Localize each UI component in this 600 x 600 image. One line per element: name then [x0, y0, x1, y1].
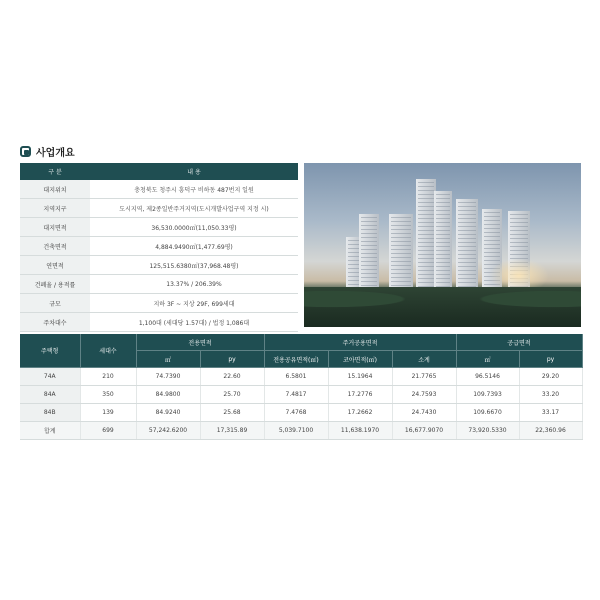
cell-supply-m2: 109.7393	[456, 386, 519, 404]
unit-area-table	[20, 334, 583, 440]
table-row	[20, 256, 298, 275]
header-supply-m2: ㎡	[456, 351, 519, 368]
cell-subtotal: 24.7430	[392, 404, 456, 422]
cell-units: 699	[80, 422, 136, 440]
project-overview-table	[20, 163, 298, 332]
building	[456, 199, 478, 299]
header-core-area: 코아면적(㎡)	[328, 351, 392, 368]
cell-subtotal: 21.7765	[392, 368, 456, 386]
table-row	[20, 294, 298, 313]
row-value: 4,884.9490㎡(1,477.69평)	[90, 237, 298, 256]
header-supply-area: 공급면적	[456, 334, 582, 351]
row-label: 건폐율 / 용적률	[20, 275, 90, 294]
cell-core-area: 17.2662	[328, 404, 392, 422]
cell-supply-m2: 96.5146	[456, 368, 519, 386]
row-label: 연면적	[20, 256, 90, 275]
cell-wall-area: 7.4817	[264, 386, 328, 404]
cell-supply-py: 33.20	[519, 386, 582, 404]
table-row	[20, 386, 582, 404]
rounded-square-icon	[20, 146, 31, 157]
header-type: 주택형	[20, 334, 80, 368]
table-total-row	[20, 422, 582, 440]
cell-core-area: 17.2776	[328, 386, 392, 404]
cell-supply-py: 22,360.96	[519, 422, 582, 440]
building	[416, 179, 436, 299]
cell-core-area: 11,638.1970	[328, 422, 392, 440]
table-row	[20, 199, 298, 218]
header-units: 세대수	[80, 334, 136, 368]
cell-exclusive-m2: 74.7390	[136, 368, 200, 386]
table-row	[20, 368, 582, 386]
row-value: 충청북도 청주시 흥덕구 비하동 487번지 일원	[90, 180, 298, 199]
cell-wall-area: 7.4768	[264, 404, 328, 422]
cell-supply-m2: 73,920.5330	[456, 422, 519, 440]
table-row	[20, 313, 298, 332]
row-value: 36,530.0000㎡(11,050.33평)	[90, 218, 298, 237]
overview-header-category: 구 분	[20, 163, 90, 180]
row-label: 규모	[20, 294, 90, 313]
header-common-area: 주거공용면적	[264, 334, 456, 351]
section-title: 사업개요	[36, 147, 75, 159]
cell-units: 210	[80, 368, 136, 386]
apartment-complex-rendering	[304, 163, 581, 327]
header-exclusive-m2: ㎡	[136, 351, 200, 368]
row-label: 지역지구	[20, 199, 90, 218]
cell-type: 84B	[20, 404, 80, 422]
cell-units: 350	[80, 386, 136, 404]
cell-supply-py: 29.20	[519, 368, 582, 386]
cell-wall-area: 6.5801	[264, 368, 328, 386]
header-exclusive-py: py	[200, 351, 264, 368]
table-row	[20, 275, 298, 294]
row-value: 13.37% / 206.39%	[90, 275, 298, 294]
table-row	[20, 404, 582, 422]
overview-header-content: 내 용	[90, 163, 298, 180]
cell-wall-area: 5,039.7100	[264, 422, 328, 440]
header-wall-area: 전용공유면적(㎡)	[264, 351, 328, 368]
cell-supply-m2: 109.6670	[456, 404, 519, 422]
table-row	[20, 218, 298, 237]
cell-exclusive-py: 22.60	[200, 368, 264, 386]
cell-exclusive-py: 25.70	[200, 386, 264, 404]
cell-supply-py: 33.17	[519, 404, 582, 422]
cell-exclusive-py: 17,315.89	[200, 422, 264, 440]
header-supply-py: py	[519, 351, 582, 368]
cell-exclusive-m2: 84.9240	[136, 404, 200, 422]
row-value: 도시지역, 제2종일반주거지역(도시개발사업구역 지정 시)	[90, 199, 298, 218]
cell-subtotal: 24.7593	[392, 386, 456, 404]
cell-type: 74A	[20, 368, 80, 386]
row-value: 지하 3F ~ 지상 29F, 699세대	[90, 294, 298, 313]
building	[434, 191, 452, 299]
row-label: 주차대수	[20, 313, 90, 332]
header-exclusive-area: 전용면적	[136, 334, 264, 351]
landscape-trees	[304, 287, 581, 327]
section-header	[20, 143, 75, 159]
row-value: 125,515.6380㎡(37,968.48평)	[90, 256, 298, 275]
cell-exclusive-m2: 84.9800	[136, 386, 200, 404]
header-subtotal: 소계	[392, 351, 456, 368]
cell-exclusive-py: 25.68	[200, 404, 264, 422]
row-label: 대지면적	[20, 218, 90, 237]
cell-units: 139	[80, 404, 136, 422]
row-value: 1,100대 (세대당 1.57대) / 법정 1,086대	[90, 313, 298, 332]
row-label: 대지위치	[20, 180, 90, 199]
cell-core-area: 15.1964	[328, 368, 392, 386]
cell-exclusive-m2: 57,242.6200	[136, 422, 200, 440]
table-row	[20, 237, 298, 256]
cell-subtotal: 16,677.9070	[392, 422, 456, 440]
cell-type: 합계	[20, 422, 80, 440]
cell-type: 84A	[20, 386, 80, 404]
row-label: 건축면적	[20, 237, 90, 256]
table-row	[20, 180, 298, 199]
